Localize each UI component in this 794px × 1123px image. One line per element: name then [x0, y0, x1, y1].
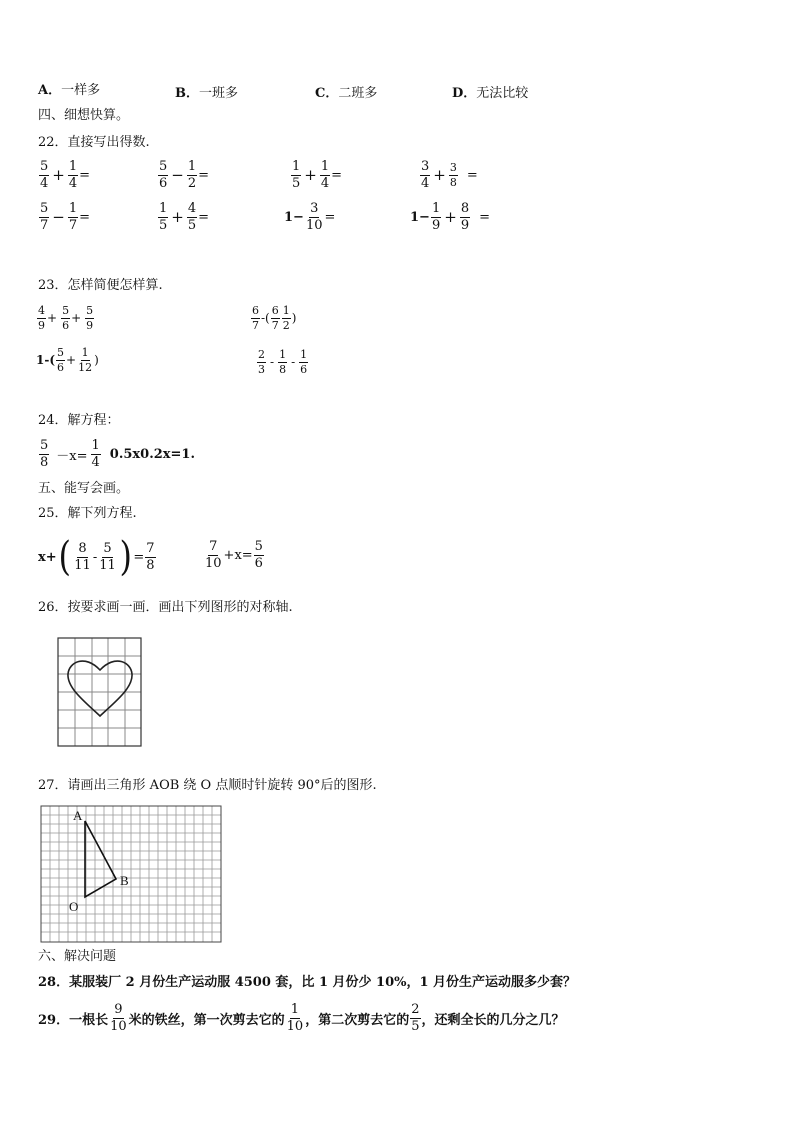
denominator: 8 — [40, 454, 49, 470]
numerator: 1 — [300, 348, 308, 361]
denominator: 10 — [205, 555, 222, 571]
q29-part-4: ，还剩全长的几分之几？ — [421, 1012, 565, 1028]
numerator: 5 — [62, 304, 70, 317]
q22-item-4 — [419, 160, 478, 190]
lead: 1− — [410, 209, 430, 225]
numerator: 1 — [292, 159, 301, 174]
equals: = — [324, 209, 336, 225]
numerator: 8 — [460, 201, 470, 216]
label-a: A — [73, 808, 83, 823]
q24-title: 24．解方程： — [38, 413, 120, 428]
option-d-text: 无法比较 — [476, 86, 529, 101]
numerator: 9 — [114, 1002, 123, 1017]
operator: + — [47, 311, 58, 326]
equals: = — [198, 167, 210, 183]
option-c — [315, 82, 377, 101]
equation-mid: +x= — [223, 547, 253, 563]
denominator: 7 — [68, 217, 78, 233]
numerator: 7 — [146, 540, 155, 556]
operator: - — [291, 355, 296, 370]
operator: + — [171, 208, 184, 227]
q29-text — [38, 1003, 565, 1033]
q25-equation-1 — [38, 534, 157, 580]
operator: + — [52, 166, 65, 185]
q24-equation-1 — [38, 439, 195, 469]
paren-close: ) — [119, 534, 132, 580]
label-b: B — [120, 873, 129, 888]
equals: = — [198, 209, 210, 225]
q24-equation-2: 0.5x0.2x=1. — [109, 446, 195, 462]
q22-title: 22．直接写出得数. — [38, 135, 150, 150]
q22-item-2 — [157, 160, 209, 190]
denominator: 8 — [279, 362, 287, 376]
numerator: 6 — [252, 304, 259, 317]
numerator: 5 — [86, 304, 94, 317]
numerator: 1 — [431, 201, 441, 216]
denominator: 4 — [40, 175, 49, 191]
denominator: 7 — [252, 318, 259, 332]
lead: x+ — [38, 549, 57, 565]
denominator: 5 — [292, 175, 301, 191]
numerator: 2 — [258, 348, 265, 361]
operator: + — [444, 208, 457, 227]
denominator: 10 — [305, 217, 323, 233]
q25-equation-2 — [203, 540, 265, 570]
q27-title: 27．请画出三角形 AOB 绕 O 点顺时针旋转 90°后的图形. — [38, 778, 377, 793]
grid-lines — [58, 638, 141, 746]
grid-lines — [41, 806, 221, 942]
denominator: 6 — [57, 360, 65, 374]
q22-item-8 — [410, 202, 490, 232]
option-b — [175, 82, 238, 101]
triangle-aob — [85, 821, 116, 897]
denominator: 6 — [300, 362, 308, 376]
denominator: 11 — [99, 557, 116, 573]
numerator: 3 — [310, 201, 319, 216]
option-d — [452, 82, 528, 101]
rotation-grid-figure — [40, 805, 222, 943]
denominator: 4 — [320, 175, 330, 191]
denominator: 9 — [431, 217, 441, 233]
operator: + — [433, 166, 446, 185]
numerator: 1 — [187, 159, 197, 174]
operator: + — [304, 166, 317, 185]
denominator: 9 — [86, 318, 94, 332]
option-c-text: 二班多 — [338, 86, 378, 101]
denominator: 4 — [68, 175, 78, 191]
numerator: 1 — [279, 348, 287, 361]
q22-item-7 — [284, 202, 335, 232]
denominator: 6 — [159, 175, 168, 191]
denominator: 8 — [449, 175, 457, 189]
numerator: 4 — [38, 304, 45, 317]
denominator: 10 — [110, 1018, 127, 1034]
section-5-heading: 五、能写会画。 — [38, 481, 130, 496]
denominator: 6 — [254, 555, 263, 571]
q22-item-6 — [157, 202, 209, 232]
numerator: 1 — [81, 346, 89, 359]
denominator: 7 — [40, 217, 49, 233]
operator: − — [52, 208, 65, 227]
numerator: 6 — [271, 304, 279, 317]
denominator: 10 — [286, 1018, 304, 1034]
operator: - — [270, 355, 275, 370]
q21-options — [38, 82, 100, 100]
numerator: 1 — [320, 159, 330, 174]
equals: = — [79, 167, 91, 183]
q23-expr-1 — [36, 305, 95, 331]
numerator: 1 — [290, 1002, 300, 1017]
q23-expr-4 — [256, 349, 309, 375]
operator: -( — [261, 311, 270, 326]
numerator: 5 — [57, 346, 65, 359]
numerator: 5 — [159, 159, 168, 174]
operator: + — [66, 353, 77, 368]
numerator: 1 — [68, 159, 78, 174]
denominator: 2 — [187, 175, 197, 191]
heart-grid-figure — [55, 636, 145, 748]
q22-item-5 — [38, 202, 90, 232]
equals: = — [466, 167, 478, 183]
numerator: 1 — [91, 438, 100, 453]
numerator: 5 — [40, 438, 49, 453]
paren-close: ) — [94, 353, 99, 368]
q29-part-3: ，第二次剪去它的 — [305, 1012, 410, 1028]
denominator: 5 — [159, 217, 168, 233]
q26-title: 26．按要求画一画．画出下列图形的对称轴. — [38, 600, 293, 615]
denominator: 5 — [187, 217, 197, 233]
numerator: 8 — [78, 540, 87, 556]
denominator: 6 — [62, 318, 70, 332]
q23-expr-2 — [250, 305, 296, 331]
numerator: 2 — [411, 1002, 420, 1017]
numerator: 5 — [254, 539, 263, 554]
lead: 1-( — [36, 353, 56, 368]
section-6-heading: 六、解决问题 — [38, 949, 117, 964]
numerator: 5 — [40, 159, 49, 174]
equals: = — [479, 209, 490, 225]
denominator: 8 — [146, 557, 155, 573]
q25-title: 25．解下列方程. — [38, 506, 137, 521]
denominator: 7 — [271, 318, 279, 332]
equals: = — [331, 167, 343, 183]
option-d-letter: D． — [452, 86, 477, 101]
numerator: 1 — [282, 304, 290, 317]
numerator: 3 — [421, 159, 430, 174]
numerator: 4 — [187, 201, 197, 216]
q29-part-2: 米的铁丝，第一次剪去它的 — [128, 1012, 285, 1028]
denominator: 11 — [74, 557, 91, 573]
paren-close: ) — [291, 311, 297, 326]
q22-item-1 — [38, 160, 90, 190]
lead: 1− — [284, 209, 304, 225]
option-c-letter: C． — [315, 86, 339, 101]
option-a-text: 一样多 — [61, 83, 101, 98]
denominator: 2 — [282, 318, 290, 332]
equals: = — [133, 549, 145, 565]
numerator: 7 — [209, 539, 218, 554]
numerator: 5 — [103, 540, 112, 556]
label-o: O — [69, 899, 79, 914]
q22-item-3 — [290, 160, 342, 190]
option-b-letter: B． — [175, 86, 199, 101]
equals: = — [79, 209, 91, 225]
q29-part-1: 29．一根长 — [38, 1012, 109, 1028]
numerator: 1 — [68, 201, 78, 216]
heart-shape — [68, 661, 132, 716]
q28-text: 28．某服装厂 2 月份生产运动服 4500 套，比 1 月份少 10%，1 月份生产运动服多少套？ — [38, 975, 577, 990]
operator: + — [71, 311, 82, 326]
numerator: 3 — [449, 161, 457, 175]
denominator: 9 — [38, 318, 45, 332]
q23-title: 23．怎样简便怎样算. — [38, 278, 163, 293]
numerator: 1 — [159, 201, 168, 216]
denominator: 3 — [258, 362, 265, 376]
option-a-letter: A． — [38, 83, 62, 98]
numerator: 5 — [40, 201, 49, 216]
option-b-text: 一班多 — [199, 86, 239, 101]
paren-open: ( — [58, 534, 71, 580]
denominator: 4 — [421, 175, 430, 191]
section-4-heading: 四、细想快算。 — [38, 108, 130, 123]
equation-mid: －x= — [56, 448, 88, 464]
operator: - — [92, 549, 98, 565]
denominator: 12 — [78, 360, 93, 374]
denominator: 4 — [91, 454, 100, 470]
denominator: 9 — [460, 217, 470, 233]
operator: − — [171, 166, 184, 185]
denominator: 5 — [411, 1018, 420, 1034]
q23-expr-3 — [36, 347, 99, 373]
